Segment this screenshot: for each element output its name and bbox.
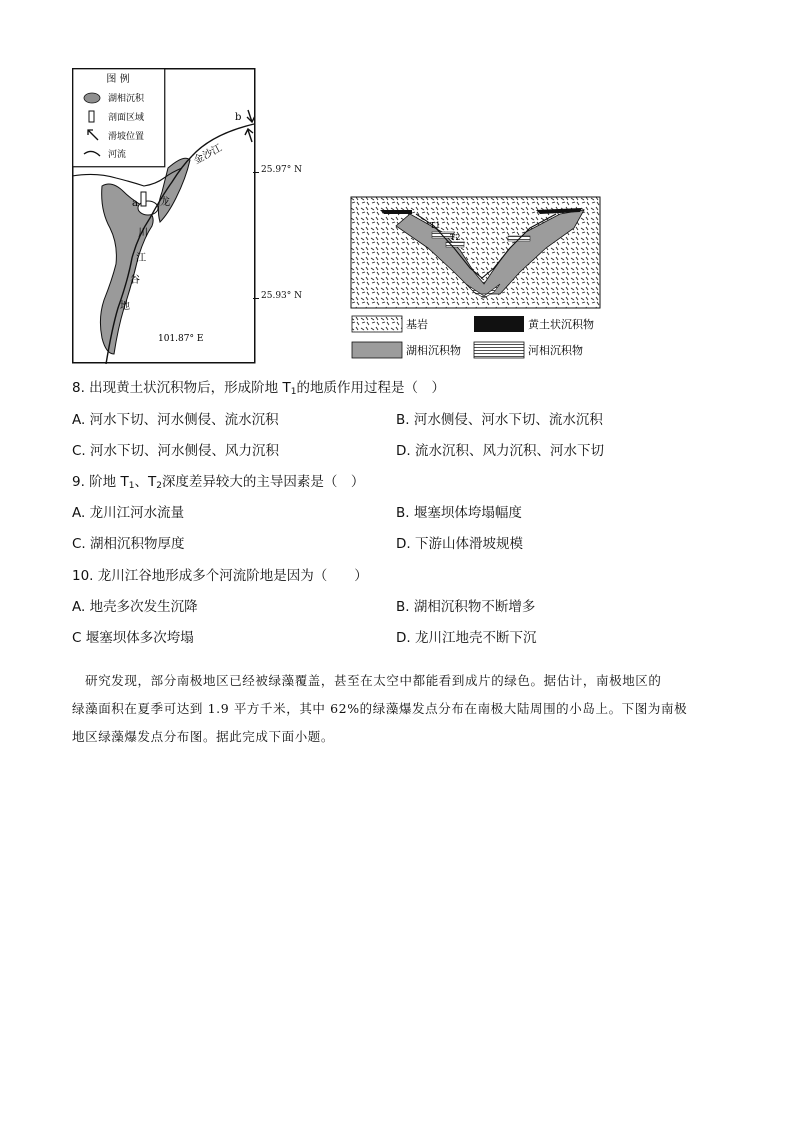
profile-area-icon [89,111,94,122]
legend-label-river: 河流 [108,150,127,160]
question-9-option-c[interactable]: C. 湖相沉积物厚度 [72,536,185,552]
terrace-t1-label: T1 [430,221,441,230]
loess-cap-left [380,210,412,214]
latitude-label-2: 25.93° N [261,291,303,301]
landslide-arrow-south [245,129,253,142]
legend-loess: 黄土状沉积物 [528,318,594,331]
legend-bedrock: 基岩 [406,318,428,331]
lake-sediment-icon [84,93,100,103]
river-deposit-icon [474,342,524,358]
valley-char-4: 谷 [130,275,140,286]
river-name-label: 金沙江 [192,142,224,167]
valley-char-1: 龙 [160,197,170,208]
question-10-option-a[interactable]: A. 地壳多次发生沉降 [72,599,198,615]
question-9-stem: 9. 阶地 $T_1$、$T_2$深度差异较大的主导因素是（ ） [72,474,365,491]
legend-label-lake: 湖相沉积 [108,94,145,104]
valley-char-3: 江 [136,253,146,264]
landslide-arrow-north [247,110,255,122]
question-10-option-c[interactable]: C 堰塞坝体多次垮塌 [72,630,194,646]
question-10-option-d[interactable]: D. 龙川江地壳不断下沉 [396,630,537,646]
passage-line-3: 地区绿藻爆发点分布图。据此完成下面小题。 [72,729,335,744]
cross-section-figure [350,196,610,366]
question-10-option-b[interactable]: B. 湖相沉积物不断增多 [396,599,536,615]
lat-tick-2 [253,298,259,299]
reading-passage [72,667,724,751]
valley-char-2: 川 [138,228,148,239]
lake-deposit-upper [158,158,190,222]
legend-river: 河相沉积物 [528,344,583,357]
lake-deposit-icon [352,342,402,358]
question-8-option-b[interactable]: B. 河水侧侵、河水下切、流水沉积 [396,412,603,428]
passage-line-1: 研究发现，部分南极地区已经被绿藻覆盖，甚至在太空中都能看到成片的绿色。据估计，南极地区的 [72,673,662,688]
question-8-option-a[interactable]: A. 河水下切、河水侧侵、流水沉积 [72,412,279,428]
legend-label-landslide: 滑坡位置 [108,132,145,142]
longitude-label: 101.87° E [158,334,204,344]
passage-line-2: 绿藻面积在夏季可达到 1.9 平方千米，其中 62%的绿藻爆发点分布在南极大陆周围的小岛上。下图为南极 [72,701,688,716]
bedrock-icon [352,316,402,332]
legend-title: 图 例 [106,74,130,85]
question-9-option-d[interactable]: D. 下游山体滑坡规模 [396,536,523,552]
question-8-option-d[interactable]: D. 流水沉积、风力沉积、河水下切 [396,443,604,459]
loess-icon [474,316,524,332]
legend-lake: 湖相沉积物 [406,344,461,357]
latitude-label-1: 25.97° N [261,165,303,175]
question-9-option-b[interactable]: B. 堰塞坝体垮塌幅度 [396,505,522,521]
lat-tick-1 [253,172,259,173]
question-10-stem: 10. 龙川江谷地形成多个河流阶地是因为（ ） [72,568,368,584]
question-9-option-a[interactable]: A. 龙川江河水流量 [72,505,185,521]
question-8-stem: 8. 出现黄土状沉积物后，形成阶地 $T_1$的地质作用过程是（ ） [72,380,445,397]
point-b-label: b [235,112,242,123]
legend-label-profile: 剖面区域 [108,113,145,123]
terrace-t2-label: T2 [450,233,461,242]
valley-char-5: 地 [120,301,130,312]
location-map [72,68,262,364]
point-a-label: a [132,198,138,209]
question-8-option-c[interactable]: C. 河水下切、河水侧侵、风力沉积 [72,443,280,459]
profile-area-marker [141,192,146,206]
